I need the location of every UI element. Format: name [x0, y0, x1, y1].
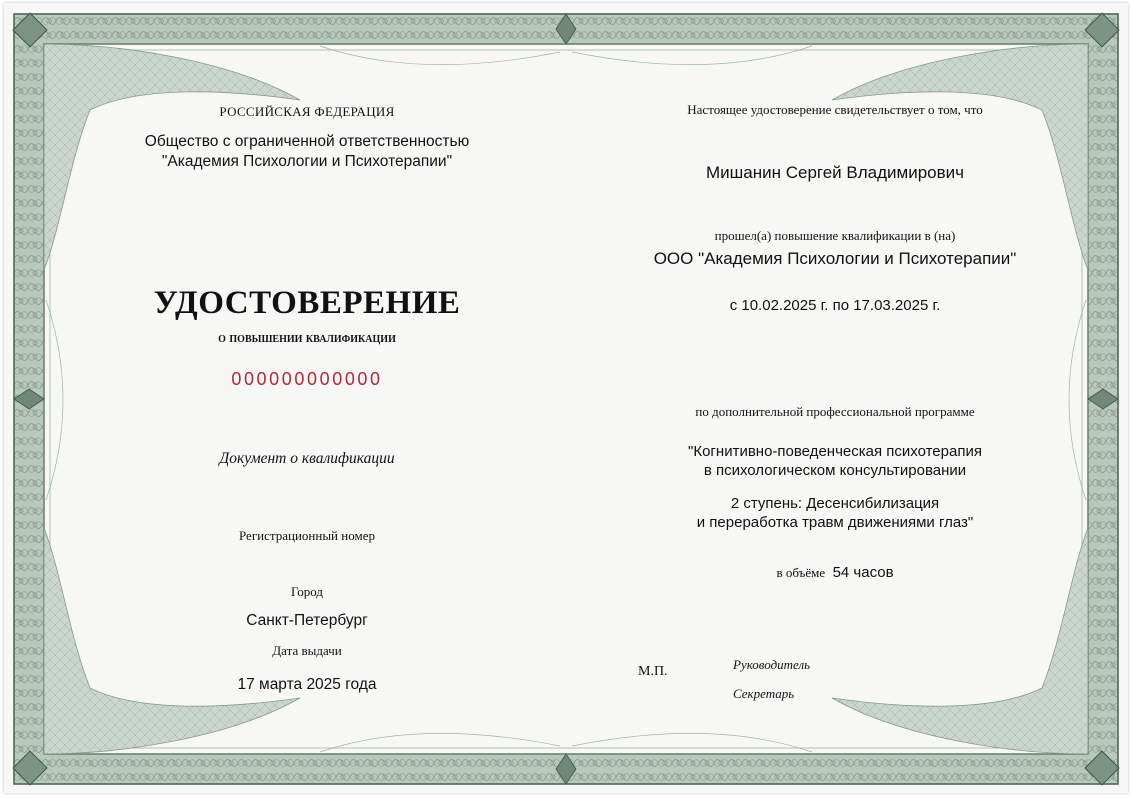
document-type: Документ о квалификации: [219, 450, 395, 467]
document-title: УДОСТОВЕРЕНИЕ: [153, 285, 461, 321]
issue-date-value: 17 марта 2025 года: [237, 676, 377, 693]
city-label: Город: [290, 584, 324, 599]
volume-label: в объёме: [776, 565, 826, 580]
city-value: Санкт-Петербург: [246, 612, 368, 629]
training-period: с 10.02.2025 г. по 17.03.2025 г.: [729, 297, 941, 314]
registration-number-label: Регистрационный номер: [239, 528, 375, 543]
document-subtitle: о повышении квалификации: [218, 331, 396, 346]
completed-label: прошел(а) повышение квалификации в (на): [714, 228, 956, 243]
program-title-line3: 2 ступень: Десенсибилизация: [730, 495, 940, 512]
secretary-signature-label: Секретарь: [733, 686, 795, 701]
volume-row: [585, 564, 1085, 582]
serial-number: 000000000000: [231, 369, 383, 389]
certifies-text: Настоящее удостоверение свидетельствует о том, что: [687, 102, 983, 117]
holder-full-name: Мишанин Сергей Владимирович: [705, 163, 965, 182]
training-organization: ООО "Академия Психологии и Психотерапии": [653, 249, 1017, 268]
program-title-line2: в психологическом консультировании: [703, 462, 967, 479]
country-label: РОССИЙСКАЯ ФЕДЕРАЦИЯ: [219, 104, 395, 119]
issuer-name-line1: Общество с ограниченной ответственностью: [144, 133, 470, 150]
head-signature-label: Руководитель: [733, 657, 811, 672]
issuer-name-line2: "Академия Психологии и Психотерапии": [161, 153, 453, 170]
program-label: по дополнительной профессиональной программе: [695, 404, 975, 419]
program-title-line4: и переработка травм движениями глаз": [696, 514, 974, 531]
program-title-line1: "Когнитивно-поведенческая психотерапия: [688, 443, 982, 460]
volume-value: 54 часов: [832, 564, 894, 581]
stamp-place-label: М.П.: [638, 664, 668, 679]
issue-date-label: Дата выдачи: [272, 643, 342, 658]
